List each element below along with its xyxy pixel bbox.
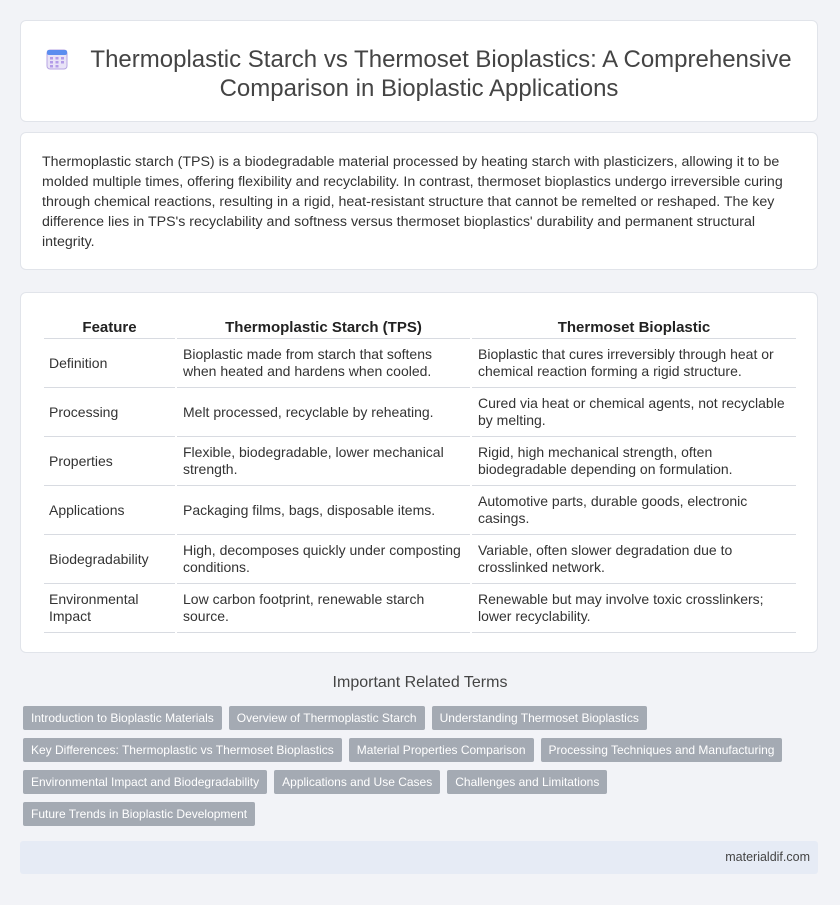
table-row — [44, 486, 796, 535]
feature-cell: Environmental Impact — [44, 584, 175, 633]
feature-cell: Definition — [44, 339, 175, 388]
related-term-link[interactable]: Processing Techniques and Manufacturing — [541, 738, 783, 762]
thermoset-cell: Bioplastic that cures irreversibly through heat or chemical reaction forming a rigid structure. — [472, 339, 796, 388]
page-title — [21, 45, 817, 103]
tps-cell: Low carbon footprint, renewable starch source. — [177, 584, 470, 633]
footer — [20, 841, 818, 874]
calendar-icon — [46, 48, 68, 70]
related-term-link[interactable]: Challenges and Limitations — [447, 770, 607, 794]
tps-cell: Melt processed, recyclable by reheating. — [177, 388, 470, 437]
related-term-link[interactable]: Overview of Thermoplastic Starch — [229, 706, 425, 730]
table-row — [44, 535, 796, 584]
table-row — [44, 339, 796, 388]
thermoset-cell: Variable, often slower degradation due to crosslinked network. — [472, 535, 796, 584]
tps-cell: High, decomposes quickly under composting conditions. — [177, 535, 470, 584]
related-terms-list — [23, 706, 813, 834]
feature-cell: Biodegradability — [44, 535, 175, 584]
related-term-link[interactable]: Understanding Thermoset Bioplastics — [432, 706, 647, 730]
thermoset-cell: Automotive parts, durable goods, electronic casings. — [472, 486, 796, 535]
feature-cell: Processing — [44, 388, 175, 437]
comparison-card — [20, 292, 818, 653]
title-line-1: Thermoplastic Starch vs Thermoset Bioplastics: A Comprehensive — [90, 46, 792, 73]
tps-cell: Flexible, biodegradable, lower mechanical strength. — [177, 437, 470, 486]
feature-cell: Properties — [44, 437, 175, 486]
thermoset-cell: Renewable but may involve toxic crosslinkers; lower recyclability. — [472, 584, 796, 633]
related-terms-heading: Important Related Terms — [332, 674, 508, 691]
intro-paragraph: Thermoplastic starch (TPS) is a biodegradable material processed by heating starch with plasticizers, allowing it to be molded multiple times, offering flexibility and recyclability. In contrast, thermoset bioplastics undergo irreversible curing through chemical reactions, resulting in a rigid, heat-resistant structure that cannot be remelted or reshaped. The key difference lies in TPS's recyclability and softness versus thermoset bioplastics' durability and permanent structural integrity. — [42, 154, 783, 250]
thermoset-cell: Rigid, high mechanical strength, often biodegradable depending on formulation. — [472, 437, 796, 486]
related-term-link[interactable]: Applications and Use Cases — [274, 770, 440, 794]
related-term-link[interactable]: Future Trends in Bioplastic Development — [23, 802, 255, 826]
table-row — [44, 584, 796, 633]
related-term-link[interactable]: Material Properties Comparison — [349, 738, 534, 762]
comparison-table — [42, 316, 798, 633]
column-header-tps: Thermoplastic Starch (TPS) — [177, 316, 470, 339]
title-card — [20, 20, 818, 122]
intro-card — [20, 132, 818, 270]
related-term-link[interactable]: Environmental Impact and Biodegradability — [23, 770, 267, 794]
column-header-thermoset: Thermoset Bioplastic — [472, 316, 796, 339]
table-header-row — [44, 316, 796, 339]
table-row — [44, 388, 796, 437]
title-line-2: Comparison in Bioplastic Applications — [219, 75, 619, 102]
tps-cell: Bioplastic made from starch that softens when heated and hardens when cooled. — [177, 339, 470, 388]
footer-site-link[interactable]: materialdif.com — [725, 850, 810, 864]
thermoset-cell: Cured via heat or chemical agents, not recyclable by melting. — [472, 388, 796, 437]
column-header-feature: Feature — [44, 316, 175, 339]
feature-cell: Applications — [44, 486, 175, 535]
related-term-link[interactable]: Introduction to Bioplastic Materials — [23, 706, 222, 730]
table-row — [44, 437, 796, 486]
related-term-link[interactable]: Key Differences: Thermoplastic vs Thermoset Bioplastics — [23, 738, 342, 762]
tps-cell: Packaging films, bags, disposable items. — [177, 486, 470, 535]
